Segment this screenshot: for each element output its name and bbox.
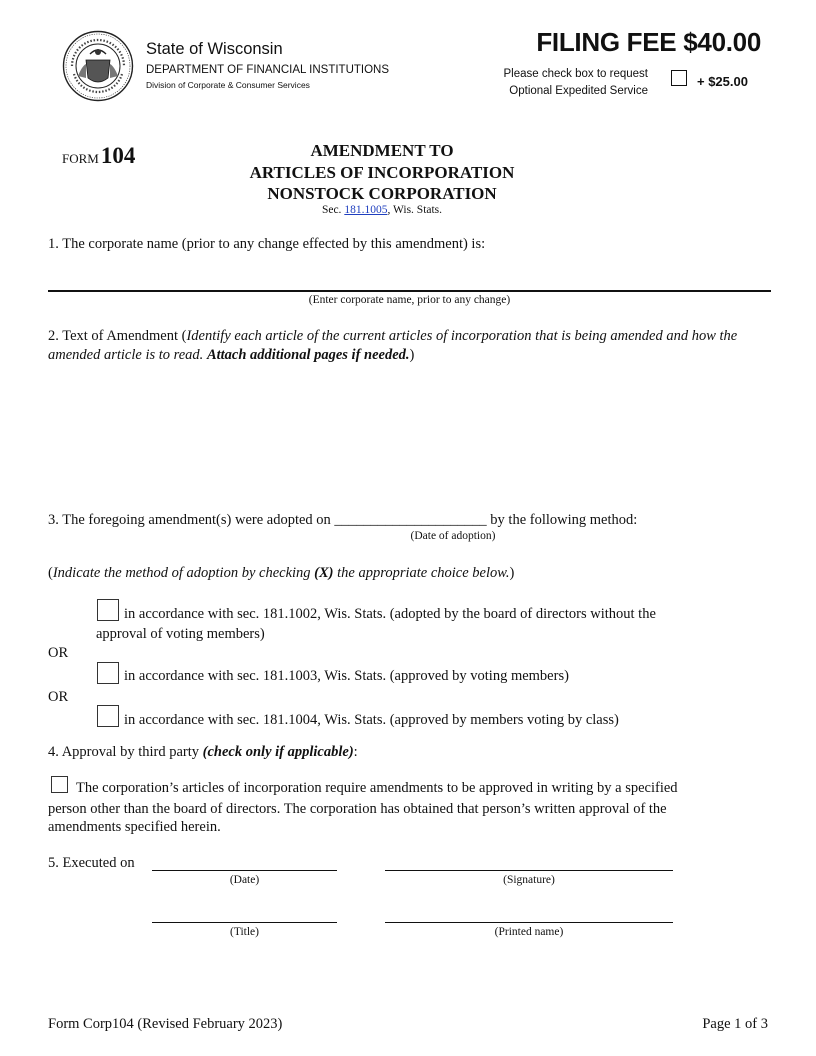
- item5-label: 5. Executed on: [48, 855, 135, 871]
- third-party-text-line3: amendments specified herein.: [48, 819, 221, 835]
- third-party-text-line1: The corporation’s articles of incorporation require amendments to be approved in writing by a specified: [76, 780, 678, 796]
- method-1002-label: in accordance with sec. 181.1002, Wis. Stats. (adopted by the board of directors without the: [124, 606, 656, 622]
- form-revision: Form Corp104 (Revised February 2023): [48, 1016, 283, 1032]
- method-1002-checkbox[interactable]: [97, 599, 119, 621]
- item1-label: 1. The corporate name (prior to any change effected by this amendment) is:: [48, 236, 486, 252]
- form-title: AMENDMENT TO ARTICLES OF INCORPORATION NONSTOCK CORPORATION: [249, 141, 515, 203]
- corporate-name-caption: (Enter corporate name, prior to any change): [308, 294, 511, 306]
- expedite-label: Please check box to request Optional Expedited Service: [503, 68, 648, 97]
- or-label: OR: [48, 689, 69, 705]
- title-field[interactable]: [152, 922, 337, 923]
- division-name: Division of Corporate & Consumer Services: [146, 80, 310, 90]
- statute-link[interactable]: 181.1005: [344, 204, 388, 216]
- page-number: Page 1 of 3: [702, 1016, 768, 1032]
- method-1002-label-cont: approval of voting members): [96, 626, 265, 642]
- printed-name-field[interactable]: [385, 922, 673, 923]
- department-name: DEPARTMENT OF FINANCIAL INSTITUTIONS: [146, 64, 390, 76]
- item3-label: 3. The foregoing amendment(s) were adopted on _____________________ by the following method:: [48, 512, 638, 528]
- corporate-name-field[interactable]: [48, 290, 771, 292]
- state-name: State of Wisconsin: [146, 40, 283, 58]
- expedite-price: + $25.00: [697, 74, 748, 89]
- third-party-text-line2: person other than the board of directors. The corporation has obtained that person’s written approval of the: [48, 801, 667, 817]
- method-1004-label: in accordance with sec. 181.1004, Wis. Stats. (approved by members voting by class): [124, 712, 619, 728]
- executed-date-field[interactable]: [152, 870, 337, 871]
- third-party-approval-checkbox[interactable]: [51, 776, 68, 793]
- statute-reference: Sec. 181.1005, Wis. Stats.: [321, 204, 443, 216]
- or-label: OR: [48, 645, 69, 661]
- signature-field[interactable]: [385, 870, 673, 871]
- method-1003-label: in accordance with sec. 181.1003, Wis. Stats. (approved by voting members): [124, 668, 569, 684]
- form-number: FORM104: [62, 143, 136, 168]
- item4-label: 4. Approval by third party (check only if applicable):: [48, 744, 358, 760]
- title-caption: (Title): [230, 926, 259, 938]
- expedite-checkbox[interactable]: [671, 70, 687, 86]
- method-1003-checkbox[interactable]: [97, 662, 119, 684]
- item2-text: 2. Text of Amendment (Identify each article of the current articles of incorporation that is being amended and how the amended article is to read. Attach additional pages if needed.): [48, 328, 738, 363]
- adoption-date-caption: (Date of adoption): [410, 530, 496, 542]
- amendment-text-area[interactable]: [48, 370, 771, 500]
- wisconsin-seal-icon: [62, 30, 134, 102]
- method-1004-checkbox[interactable]: [97, 705, 119, 727]
- signature-caption: (Signature): [503, 874, 555, 886]
- filing-fee: FILING FEE $40.00: [536, 27, 761, 57]
- printed-name-caption: (Printed name): [494, 926, 564, 938]
- date-caption: (Date): [229, 874, 260, 886]
- adoption-instructions: (Indicate the method of adoption by checking (X) the appropriate choice below.): [48, 565, 515, 581]
- adoption-date-field[interactable]: _____________________: [334, 512, 487, 528]
